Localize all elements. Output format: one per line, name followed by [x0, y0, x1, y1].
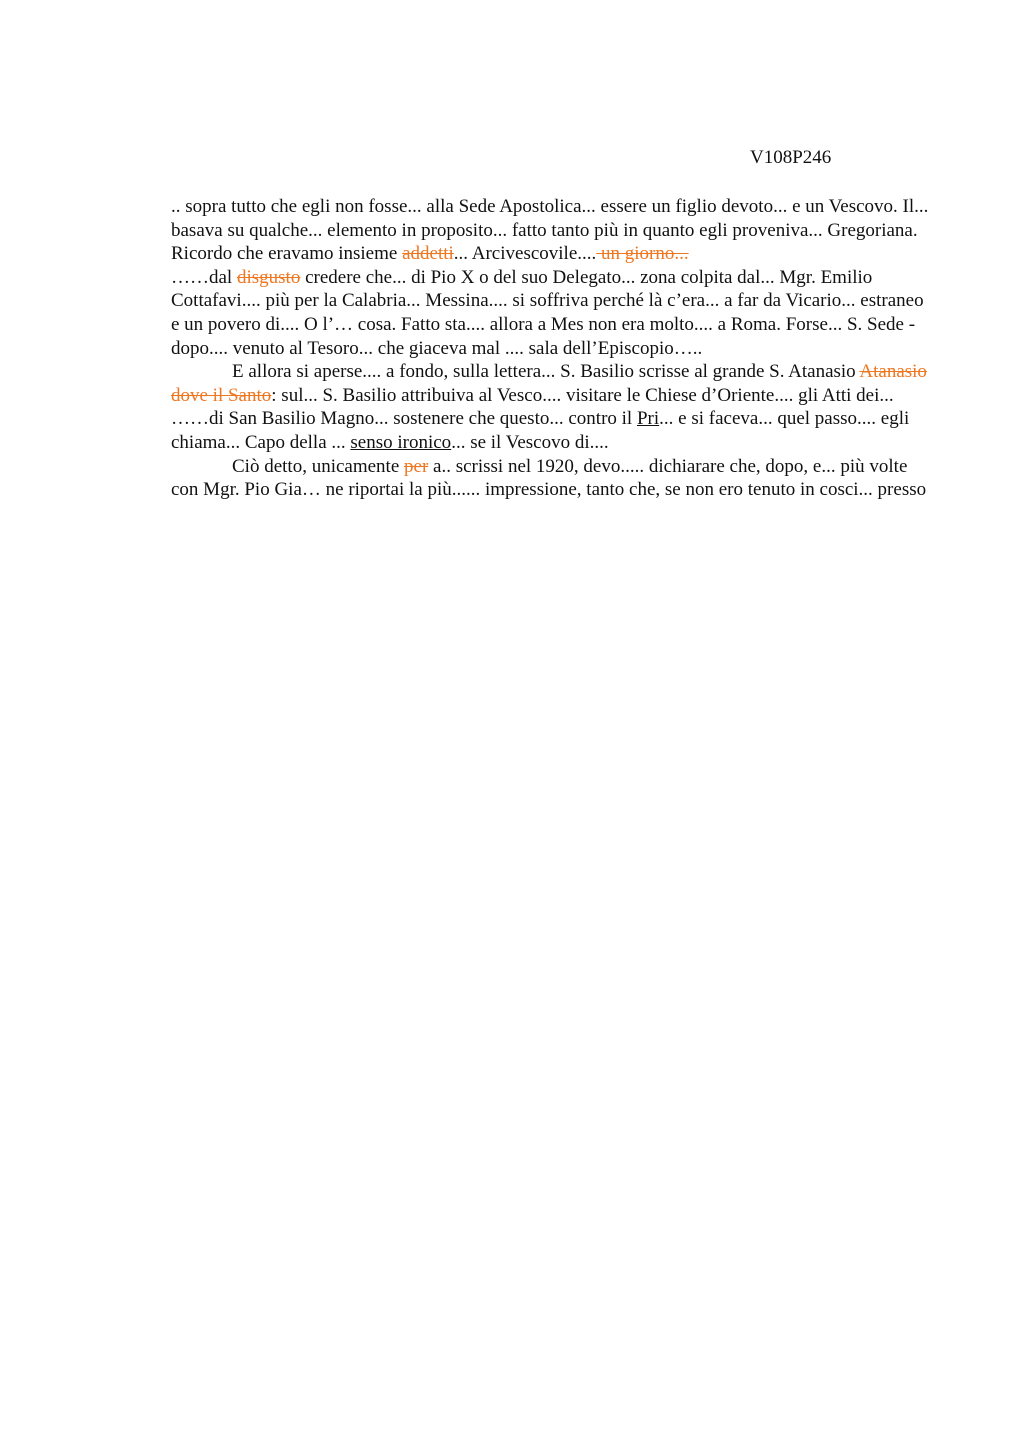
text-segment: : sul... S. Basilio attribuiva al Vesco.... visitare le Chiese d’Oriente.... gli Atti dei... — [271, 384, 894, 406]
paragraph-1 — [171, 195, 931, 266]
text-segment: E allora si aperse.... a fondo, sulla lettera... S. Basilio scrisse al grande S. Atanasio — [232, 361, 860, 383]
paragraph-5 — [171, 455, 931, 502]
text-segment: ……dal — [171, 266, 237, 288]
deleted-text: addetti — [402, 243, 454, 265]
paragraph-4 — [171, 407, 931, 454]
underlined-text: senso ironico — [350, 431, 452, 453]
text-segment: Ciò detto, unicamente — [232, 455, 405, 477]
text-segment: a.. scrissi nel 1920, devo..... dichiarare che, dopo, e... più volte con Mgr. Pio Gia… ne riportai la più...... impressione, tanto che, se non ero tenuto in cosci... presso — [171, 455, 927, 501]
deleted-text: per — [404, 455, 429, 477]
text-segment: credere che... di Pio X o del suo Delegato... zona colpita dal... Mgr. Emilio Cottafavi.... più per la Calabria... Messina.... si soffriva perché là c’era... a far da Vicario... estraneo e un povero di.... O l’… cosa. Fatto sta.... allora a Mes non era molto.... a Roma. Forse... S. Sede - dopo.... venuto al Tesoro... che giaceva mal .... sala dell’Episcopio….. — [171, 266, 924, 359]
paragraph-2 — [171, 266, 931, 360]
text-segment: ... se il Vescovo di.... — [451, 431, 609, 453]
document-body — [171, 195, 931, 502]
paragraph-3 — [171, 360, 931, 407]
text-segment: ... e si faceva... quel passo.... egli chiama... Capo della ... — [171, 408, 910, 453]
deleted-text: Atanasio dove il Santo — [171, 361, 927, 406]
text-segment: .. sopra tutto che egli non fosse... alla Sede Apostolica... essere un figlio devoto... e un Vescovo. Il... basava su qualche... elemento in proposito... fatto tanto più in quanto egli proveniva... Gregoriana. Ricordo che eravamo insieme — [171, 196, 929, 265]
underlined-text: Pri — [636, 408, 660, 430]
text-segment: ... Arcivescovile.... — [453, 243, 597, 265]
deleted-text: disgusto — [236, 266, 301, 288]
page-reference: V108P246 — [750, 147, 832, 168]
deleted-text: un giorno... — [596, 243, 689, 265]
text-segment: ……di San Basilio Magno... sostenere che questo... contro il — [171, 408, 637, 430]
